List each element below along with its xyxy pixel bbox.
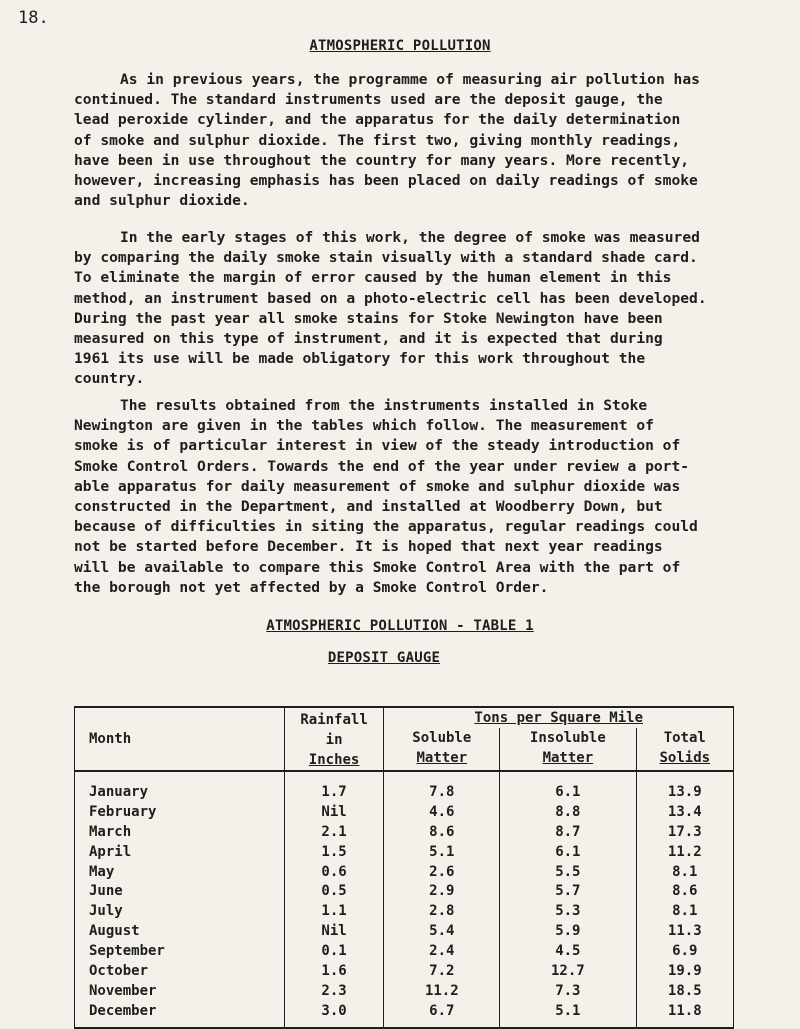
table-row — [75, 862, 734, 882]
paragraph-line: not be started before December. It is hoped that next year readings — [74, 538, 663, 556]
insoluble-cell: 12.7 — [500, 961, 636, 981]
insoluble-cell: 6.1 — [500, 771, 636, 802]
paragraph-line: country. — [74, 370, 145, 388]
column-header-insoluble-matter: Insoluble Matter — [500, 728, 636, 771]
paragraph-line: continued. The standard instruments used are the deposit gauge, the — [74, 91, 663, 109]
table-row — [75, 822, 734, 842]
paragraph-line: and sulphur dioxide. — [74, 192, 250, 210]
soluble-cell: 6.7 — [384, 1001, 500, 1028]
month-cell: July — [75, 901, 285, 921]
month-cell: March — [75, 822, 285, 842]
month-cell: April — [75, 842, 285, 862]
month-cell: December — [75, 1001, 285, 1028]
table-row — [75, 771, 734, 802]
soluble-cell: 2.8 — [384, 901, 500, 921]
rainfall-cell: 2.3 — [284, 981, 384, 1001]
total-cell: 11.8 — [636, 1001, 733, 1028]
total-cell: 11.3 — [636, 921, 733, 941]
paragraph-2 — [74, 228, 774, 390]
rainfall-cell: 0.6 — [284, 862, 384, 882]
total-cell: 8.1 — [636, 862, 733, 882]
paragraph-3 — [74, 396, 774, 598]
paragraph-line: however, increasing emphasis has been placed on daily readings of smoke — [74, 172, 698, 190]
table-row — [75, 1001, 734, 1028]
total-cell: 17.3 — [636, 822, 733, 842]
soluble-cell: 4.6 — [384, 802, 500, 822]
rainfall-cell: 1.7 — [284, 771, 384, 802]
paragraph-line: Newington are given in the tables which follow. The measurement of — [74, 417, 654, 435]
month-cell: October — [75, 961, 285, 981]
rainfall-cell: 1.1 — [284, 901, 384, 921]
paragraph-line: The results obtained from the instruments installed in Stoke — [120, 397, 648, 414]
paragraph-line: smoke is of particular interest in view of the steady introduction of — [74, 437, 681, 455]
deposit-gauge-table — [74, 706, 734, 1018]
month-cell: May — [75, 862, 285, 882]
insoluble-cell: 6.1 — [500, 842, 636, 862]
table-row — [75, 941, 734, 961]
total-cell: 18.5 — [636, 981, 733, 1001]
table-row — [75, 881, 734, 901]
paragraph-line: To eliminate the margin of error caused by the human element in this — [74, 269, 672, 287]
page-number: 18. — [18, 8, 49, 28]
total-cell: 6.9 — [636, 941, 733, 961]
rainfall-cell: Nil — [284, 802, 384, 822]
paragraph-line: As in previous years, the programme of measuring air pollution has — [120, 71, 700, 88]
rainfall-cell: 0.1 — [284, 941, 384, 961]
paragraph-line: will be available to compare this Smoke Control Area with the part of — [74, 558, 681, 576]
total-cell: 19.9 — [636, 961, 733, 981]
paragraph-line: lead peroxide cylinder, and the apparatus for the daily determination — [74, 111, 681, 129]
total-cell: 13.4 — [636, 802, 733, 822]
total-cell: 11.2 — [636, 842, 733, 862]
paragraph-line: constructed in the Department, and installed at Woodberry Down, but — [74, 498, 663, 516]
column-header-total-solids: Total Solids — [636, 728, 733, 771]
rainfall-cell: 1.5 — [284, 842, 384, 862]
total-cell: 8.1 — [636, 901, 733, 921]
paragraph-line: Smoke Control Orders. Towards the end of the year under review a port- — [74, 457, 690, 475]
paragraph-line: measured on this type of instrument, and it is expected that during — [74, 330, 663, 348]
rainfall-cell: 2.1 — [284, 822, 384, 842]
insoluble-cell: 8.8 — [500, 802, 636, 822]
column-header-rainfall: Rainfall in Inches — [284, 707, 384, 771]
table-row — [75, 961, 734, 981]
rainfall-cell: 1.6 — [284, 961, 384, 981]
soluble-cell: 2.6 — [384, 862, 500, 882]
insoluble-cell: 7.3 — [500, 981, 636, 1001]
rainfall-cell: Nil — [284, 921, 384, 941]
insoluble-cell: 5.5 — [500, 862, 636, 882]
table-row — [75, 901, 734, 921]
rainfall-cell: 0.5 — [284, 881, 384, 901]
insoluble-cell: 5.9 — [500, 921, 636, 941]
paragraph-1 — [74, 70, 774, 211]
month-cell: February — [75, 802, 285, 822]
soluble-cell: 5.1 — [384, 842, 500, 862]
paragraph-line: method, an instrument based on a photo-electric cell has been developed. — [74, 289, 707, 307]
paragraph-line: of smoke and sulphur dioxide. The first two, giving monthly readings, — [74, 131, 681, 149]
table-subtitle: DEPOSIT GAUGE — [327, 650, 441, 666]
rainfall-cell: 3.0 — [284, 1001, 384, 1028]
paragraph-line: the borough not yet affected by a Smoke Control Order. — [74, 578, 549, 596]
soluble-cell: 5.4 — [384, 921, 500, 941]
month-cell: November — [75, 981, 285, 1001]
paragraph-line: because of difficulties in siting the apparatus, regular readings could — [74, 518, 698, 536]
month-cell: January — [75, 771, 285, 802]
month-cell: June — [75, 881, 285, 901]
soluble-cell: 7.8 — [384, 771, 500, 802]
column-header-soluble-matter: Soluble Matter — [384, 728, 500, 771]
paragraph-line: by comparing the daily smoke stain visually with a standard shade card. — [74, 249, 698, 267]
insoluble-cell: 5.1 — [500, 1001, 636, 1028]
total-cell: 8.6 — [636, 881, 733, 901]
insoluble-cell: 4.5 — [500, 941, 636, 961]
paragraph-line: able apparatus for daily measurement of smoke and sulphur dioxide was — [74, 477, 681, 495]
table-row — [75, 921, 734, 941]
soluble-cell: 2.9 — [384, 881, 500, 901]
soluble-cell: 11.2 — [384, 981, 500, 1001]
soluble-cell: 2.4 — [384, 941, 500, 961]
total-cell: 13.9 — [636, 771, 733, 802]
paragraph-line: 1961 its use will be made obligatory for this work throughout the — [74, 350, 646, 368]
column-group-tons-per-square-mile: Tons per Square Mile — [384, 707, 734, 728]
insoluble-cell: 5.3 — [500, 901, 636, 921]
month-cell: September — [75, 941, 285, 961]
table-row — [75, 981, 734, 1001]
paragraph-line: In the early stages of this work, the degree of smoke was measured — [120, 229, 700, 246]
soluble-cell: 8.6 — [384, 822, 500, 842]
paragraph-line: have been in use throughout the country for many years. More recently, — [74, 151, 690, 169]
soluble-cell: 7.2 — [384, 961, 500, 981]
table-row — [75, 802, 734, 822]
insoluble-cell: 5.7 — [500, 881, 636, 901]
insoluble-cell: 8.7 — [500, 822, 636, 842]
column-header-month: Month — [75, 707, 285, 771]
page-title: ATMOSPHERIC POLLUTION — [309, 38, 491, 54]
paragraph-line: During the past year all smoke stains for Stoke Newington have been — [74, 309, 663, 327]
month-cell: August — [75, 921, 285, 941]
table-row — [75, 842, 734, 862]
table-title: ATMOSPHERIC POLLUTION - TABLE 1 — [266, 618, 534, 634]
